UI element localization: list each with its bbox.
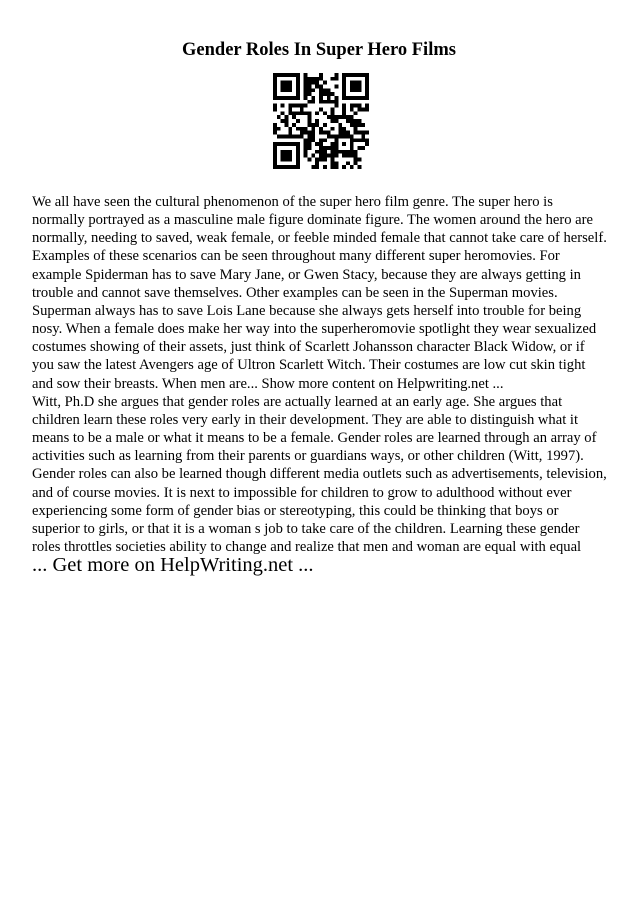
qr-code-icon [273, 73, 369, 169]
body-paragraph: We all have seen the cultural phenomenon of the super hero film genre. The super hero is normally portrayed as a masculine male figure dominate figure. The women around the hero are normally, needing to saved, weak female, or feeble minded female that cannot take care of herself. Examples of these scenarios can be seen throughout many different super heromovies. For example Spiderman has to save Mary Jane, or Gwen Stacy, because they are always getting in trouble and cannot save themselves. Other examples can be seen in the Superman movies. Superman always has to save Lois Lane because she always gets herself into trouble for being nosy. When a female does make her way into the superheromovie spotlight they wear sexualized costumes showing of their assets, just think of Scarlett Johansson character Black Widow, or if you saw the latest Avengers age of Ultron Scarlett Witch. Their costumes are low cut skin tight and sow their breasts. When men are... Show more content on Helpwriting.net ... [32, 194, 607, 392]
document-title: Gender Roles In Super Hero Films [182, 40, 456, 60]
get-more-link[interactable]: ... Get more on HelpWriting.net ... [32, 554, 314, 576]
document-body [32, 193, 608, 556]
body-paragraph: Witt, Ph.D she argues that gender roles are actually learned at an early age. She argues that children learn these roles very early in their development. They are able to distinguish what it means to be a male or what it means to be a female. Gender roles are learned through an array of activities such as learning from their parents or guardians ways, or other children (Witt, 1997). Gender roles can also be learned though different media outlets such as advertisements, television, and of course movies. It is next to impossible for children to grow to adulthood without ever experiencing some form of gender bias or stereotyping, this could be thinking that boys or superior to girls, or that it is a woman s job to take care of the children. Learning these gender roles throttles societies ability to change and realize that men and woman are equal with equal [32, 393, 607, 555]
